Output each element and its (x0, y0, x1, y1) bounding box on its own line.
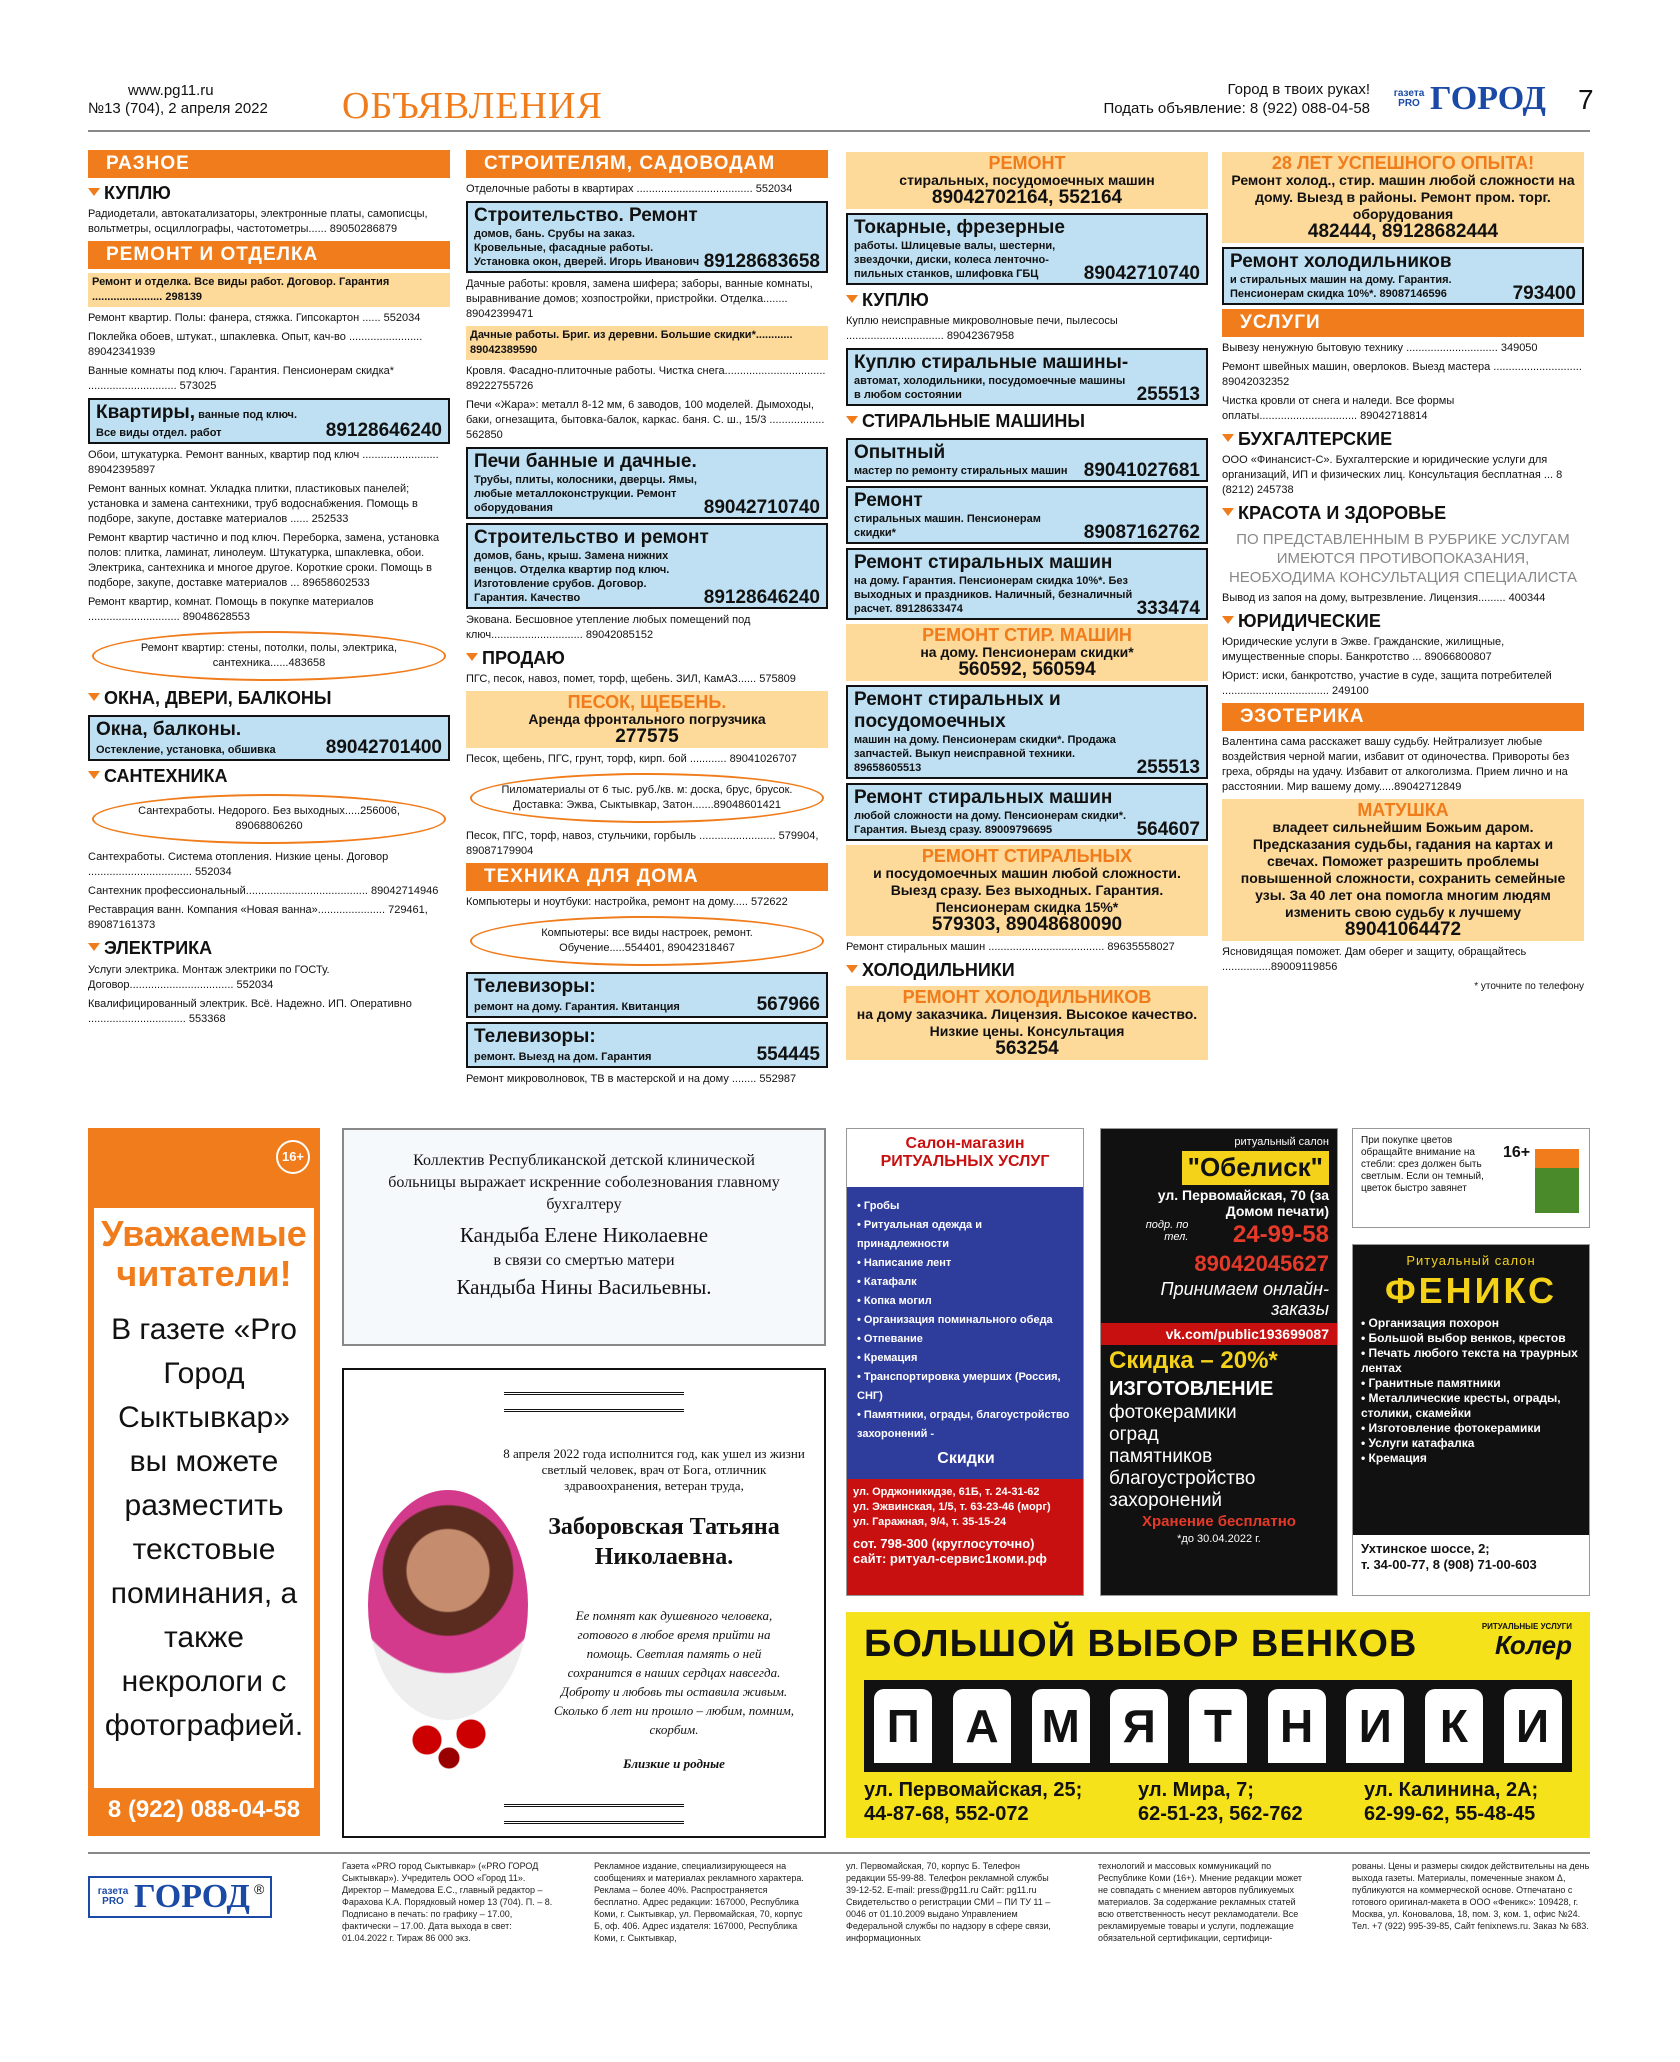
sub-kuplyu: КУПЛЮ (88, 182, 450, 205)
registered-icon: ® (253, 1881, 265, 1897)
fenix-item: • Изготовление фотокерамики (1361, 1420, 1541, 1435)
frame-sub: домов, бань, крыш. Замена нижних венцов. Отделка квартир под ключ. Изготовление срубов. Договор. Гарантия. Качество (474, 550, 670, 604)
pamyatniki-letter: К (1425, 1689, 1483, 1763)
fenix-item: • Большой выбор венков, крестов (1361, 1330, 1566, 1345)
orange-sub: Ремонт холод., стир. машин любой сложности на дому. Выезд в районы. Ремонт пром. торг. оборудования (1231, 172, 1575, 222)
frame-title: Куплю стиральные машины- (854, 352, 1129, 374)
frame-phone: 89128646240 (703, 587, 820, 608)
frame-sub: Остекление, установка, обшивка (96, 743, 276, 756)
ad: Ясновидящая поможет. Дам оберег и защиту, обращайтесь ................89009119856 (1222, 946, 1527, 974)
salon-item: • Кремация (857, 1352, 918, 1364)
orange-phone: 89042702164, 552164 (931, 187, 1123, 208)
rubric-raznoe: РАЗНОЕ (88, 150, 450, 178)
salon-item: • Отпевание (857, 1333, 923, 1345)
orange-phone: 563254 (995, 1038, 1059, 1060)
orange-title: ПЕСОК, ЩЕБЕНЬ. (567, 692, 727, 713)
frame-sub: домов, бань. Срубы на заказ. Кровельные, фасадные работы. Установка окон, дверей. Игорь Иванович (474, 228, 700, 268)
orange-phone: 560592, 560594 (958, 658, 1096, 680)
oval-ad: Ремонт квартир: стены, потолки, полы, электрика, сантехника......483658 (92, 631, 446, 681)
ad-frame (88, 398, 450, 444)
salon-services (847, 1187, 1083, 1444)
rubric-tehnika: ТЕХНИКА ДЛЯ ДОМА (466, 863, 828, 891)
frame-title: Ремонт стиральных машин (854, 786, 1113, 808)
orange-title: РЕМОНТ СТИР. МАШИН (922, 624, 1132, 645)
ad: Юрист: иски, банкротство, участие в суде, защита потребителей ................................... 249100 (1222, 670, 1552, 698)
oval-ad: Сантехработы. Недорого. Без выходных.....256006, 89068806260 (92, 794, 446, 844)
ad: Вывод из запоя на дому, вытрезвление. Лицензия......... 400344 (1222, 591, 1546, 604)
frame-sub: мастер по ремонту стиральных машин (854, 464, 1068, 477)
orange-phone: 89041064472 (1344, 919, 1462, 941)
ad: Ванные комнаты под ключ. Гарантия. Пенсионерам скидка* ............................. 573025 (88, 365, 395, 393)
salon-item: • Написание лент (857, 1257, 952, 1269)
ad-highlight: Дачные работы. Бриг. из деревни. Большие скидки*............ 89042389590 (466, 326, 828, 360)
sub-buhgalterskie: БУХГАЛТЕРСКИЕ (1222, 428, 1584, 451)
promo-block (88, 1128, 320, 1836)
header-right (1080, 80, 1370, 118)
obelisk-until: *до 30.04.2022 г. (1177, 1532, 1261, 1545)
frame-title: Телевизоры: (474, 1026, 596, 1048)
fenix-pre: Ритуальный салон (1406, 1253, 1536, 1268)
orange-ad (466, 691, 828, 748)
frame-phone: 554445 (756, 1044, 820, 1066)
ad-frame (846, 685, 1208, 779)
salon-item: • Транспортировка умерших (Россия, СНГ) (857, 1371, 1061, 1402)
footnote: * уточните по телефону (1474, 981, 1584, 993)
salon-discount: Скидки (937, 1450, 995, 1467)
page-number: 7 (1578, 84, 1594, 115)
obelisk-discount: Скидка – 20%* (1109, 1347, 1278, 1375)
ad: Обои, штукатурка. Ремонт ванных, квартир под ключ ......................... 89042395897 (88, 449, 439, 477)
ad: Юридические услуги в Эжве. Гражданские, жилищные, имущественные споры. Банкротство ... 89066800807 (1222, 636, 1505, 664)
orange-sub: Аренда фронтального погрузчика (528, 711, 766, 728)
promo-phone: 8 (922) 088-04-58 (107, 1796, 301, 1823)
orange-sub: на дому заказчика. Лицензия. Высокое качество. Низкие цены. Консультация (856, 1006, 1198, 1040)
fenix-name: ФЕНИКС (1384, 1269, 1558, 1311)
footer-col-4: технологий и массовых коммуникаций по Республике Коми (16+). Мнение редакции может не совпадать с мнением авторов публикуемых материалов. За содержание рекламных статей всю ответственность несут рекламодатели. Все рекламируемые товары и услуги, подлежащие обязательной сертификации, сертифици- (1098, 1861, 1303, 1943)
salon-item: • Катафалк (857, 1276, 917, 1288)
orange-phone: 277575 (615, 726, 679, 748)
rubric-uslugi: УСЛУГИ (1222, 309, 1584, 337)
obituary-poem: Ее помнят как душевного человека, готового в любое время прийти на помощь. Светлая память о ней сохранится в наших сердцах навсегда. Доброту и любовь ты оставила живым. Сколько б лет ни прошло – любим, помним, скорбим. (554, 1608, 795, 1737)
orange-ad (1222, 152, 1584, 243)
koler-phone-1: 44-87-68, 552-072 (864, 1803, 1029, 1825)
salon-site: сайт: ритуал-сервис1коми.рф (853, 1551, 1047, 1566)
ad: Куплю неисправные микроволновые печи, пылесосы ................................ 89042367958 (846, 315, 1118, 343)
salon-item: • Копка могил (857, 1295, 932, 1307)
ad-frame (846, 548, 1208, 620)
orange-title: РЕМОНТ (988, 153, 1066, 173)
footer-col-2: Рекламное издание, специализирующееся на сообщениях и материалах рекламного характера. Реклама – более 40%. Распространяется бесплатно. Адрес редакции: 167000, Республика Коми, г. Сыктывкар, ул. Первомайская, 70, корпус Б, оф. 406. Адрес издателя: 167000, Республика Коми, г. Сыктывкар, (594, 1861, 804, 1943)
ad-frame (846, 213, 1208, 285)
frame-title: Строительство. Ремонт (474, 205, 698, 226)
ad: Сантехник профессиональный........................................ 89042714946 (88, 885, 439, 898)
ad: Ремонт квартир, комнат. Помощь в покупке материалов .............................. 89048628553 (88, 596, 374, 624)
column-1 (88, 148, 450, 1031)
koler-address-1: ул. Первомайская, 25; (864, 1779, 1083, 1801)
ad: Ремонт квартир. Полы: фанера, стяжка. Гипсокартон ...... 552034 (88, 312, 421, 325)
fenix-item: • Печать любого текста на траурных лентах (1361, 1345, 1578, 1375)
fenix-phone: т. 34-00-77, 8 (908) 71-00-603 (1361, 1557, 1537, 1572)
pamyatniki-word (864, 1680, 1572, 1772)
site-url[interactable]: www.pg11.ru (128, 82, 214, 99)
flowers-age: 16+ (1503, 1144, 1531, 1161)
obelisk-item: благоустройство захоронений (1109, 1468, 1256, 1512)
obelisk-item: оград (1109, 1424, 1159, 1446)
frame-sub: на дому. Гарантия. Пенсионерам скидка 10%*. Без выходных и праздников. Наличный, безналичный расчет. 89128633474 (854, 574, 1133, 615)
frame-title: Опытный (854, 441, 946, 463)
fenix-item: • Услуги катафалка (1361, 1435, 1475, 1450)
frame-sub: ремонт. Выезд на дом. Гарантия (474, 1051, 652, 1064)
obelisk-online: Принимаем онлайн-заказы (1160, 1278, 1329, 1319)
koler-phone-3: 62-99-62, 55-48-45 (1364, 1803, 1536, 1825)
sub-santehnika: САНТЕХНИКА (88, 765, 450, 788)
condolence-name2: Кандыба Нины Васильевны. (456, 1275, 712, 1299)
ad: Экована. Бесшовное утепление любых помещений под ключ.............................. 89042085152 (466, 614, 751, 641)
column-2 (466, 148, 828, 1091)
obituary-name: Заборовская Татьяна Николаевна. (548, 1514, 780, 1570)
fenix-item: • Гранитные памятники (1361, 1375, 1501, 1390)
fenix-item: • Металлические кресты, ограды, столики, скамейки (1361, 1390, 1561, 1420)
ad-frame (466, 447, 828, 519)
ad: Услуги электрика. Монтаж электрики по ГОСТу. Договор.................................. 552034 (88, 963, 330, 991)
koler-phone-2: 62-51-23, 562-762 (1138, 1803, 1303, 1825)
orange-sub: владеет сильнейшим Божьим даром. Предсказания судьбы, гадания на картах и свечах. Поможет разрешить проблемы повышенной сложности, сохранить семейные узы. За 40 лет она помогла многим людям изменить свою судьбу к лучшему (1240, 819, 1566, 921)
ad: Песок, щебень, ПГС, грунт, торф, кирп. бой ............ 89041026707 (466, 753, 797, 766)
fenix-services (1361, 1316, 1581, 1466)
header-divider (88, 130, 1590, 132)
tulip-icon (1535, 1149, 1579, 1213)
frame-phone: 564607 (1136, 818, 1200, 840)
section-title: ОБЪЯВЛЕНИЯ (342, 85, 603, 127)
ad-frame (466, 972, 828, 1018)
ad: Ремонт швейных машин, оверлоков. Выезд мастера ............................. 89042032352 (1222, 361, 1582, 388)
footer-col-1: Газета «PRO город Сыктывкар» («PRO ГОРОД Сыктывкар»). Учредитель ООО «Город 11». Директор – Мамедова Е.С., главный редактор – Фарахова К.А. Порядковый номер 13 (704). П. – 8. Подписано в печать: по графику – 17.00, фактически – 17.00. Дата выхода в свет: 01.04.2022 г. Тираж 86 000 экз. (342, 1861, 553, 1943)
rubric-remont: РЕМОНТ И ОТДЕЛКА (88, 241, 450, 269)
frame-sub: машин на дому. Пенсионерам скидки*. Продажа запчастей. Выкуп неисправной техники. 89658605513 (854, 733, 1116, 774)
ad-highlight: Ремонт и отделка. Все виды работ. Договор. Гарантия ....................... 298139 (88, 273, 450, 307)
salon-item: • Ритуальная одежда и принадлежности (857, 1219, 982, 1250)
promo-body: В газете «Pro Город Сыктывкар» вы можете разместить текстовые поминания, а также некрологи с фотографией. (104, 1313, 304, 1742)
rubric-ezoterika: ЭЗОТЕРИКА (1222, 703, 1584, 731)
orange-title: МАТУШКА (1357, 800, 1449, 821)
orange-phone: 579303, 89048680090 (931, 913, 1123, 935)
obelisk-name: "Обелиск" (1182, 1151, 1329, 1185)
logo-big: ГОРОД (1430, 80, 1546, 117)
ad: Реставрация ванн. Компания «Новая ванна»...................... 729461, 89087161373 (88, 904, 428, 932)
oval-ad: Пиломатериалы от 6 тыс. руб./кв. м: доска, брус, брусок. Доставка: Эжва, Сыктывкар, Затон.......89048601421 (470, 773, 824, 823)
rubric-stroitelyam: СТРОИТЕЛЯМ, САДОВОДАМ (466, 150, 828, 178)
obelisk-vk[interactable]: vk.com/public193699087 (1101, 1323, 1337, 1345)
orange-ad (1222, 799, 1584, 941)
footer-logo-big: ГОРОД (134, 1878, 250, 1915)
salon-item: • Памятники, ограды, благоустройство захоронений - (857, 1409, 1070, 1440)
frame-sub: стиральных машин. Пенсионерам скидки* (854, 512, 1041, 539)
koler-address-2: ул. Мира, 7; (1138, 1779, 1254, 1801)
frame-phone: 793400 (1512, 283, 1576, 304)
header-left (88, 82, 268, 118)
flowers-notice (1352, 1128, 1590, 1228)
frame-sub: ремонт на дому. Гарантия. Квитанция (474, 1001, 680, 1014)
column-4 (1222, 148, 1584, 998)
ad-frame (466, 1022, 828, 1068)
frame-sub: любой сложности на дому. Пенсионерам скидки*. Гарантия. Выезд сразу. 89009796695 (854, 809, 1127, 836)
issue-date: №13 (704), 2 апреля 2022 (88, 100, 268, 117)
ad: Дачные работы: кровля, замена шифера; заборы, ванные комнаты, выравнивание домов; хозпостройки, пристройки. Отделка........ 89042399471 (466, 278, 813, 320)
ornament-bottom (504, 1804, 684, 1824)
pamyatniki-letter: Н (1268, 1689, 1326, 1763)
frame-title: Ремонт стиральных машин (854, 551, 1113, 573)
ad: ПГС, песок, навоз, помет, торф, щебень. ЗИЛ, КамАЗ...... 575809 (466, 673, 796, 686)
frame-phone: 89041027681 (1083, 459, 1200, 481)
frame-title: Квартиры, (96, 402, 196, 424)
sub-holodilniki: ХОЛОДИЛЬНИКИ (846, 959, 1208, 982)
disclaimer: ПО ПРЕДСТАВЛЕННЫМ В РУБРИКЕ УСЛУГАМ ИМЕЮТСЯ ПРОТИВОПОКАЗАНИЯ, НЕОБХОДИМА КОНСУЛЬТАЦИЯ СПЕЦИАЛИСТА (1228, 530, 1578, 586)
orange-title: РЕМОНТ ХОЛОДИЛЬНИКОВ (902, 987, 1152, 1008)
frame-title: Токарные, фрезерные (854, 217, 1065, 238)
condolence-block (342, 1128, 826, 1346)
frame-title: Окна, балконы. (96, 718, 242, 740)
orange-phone: 482444, 89128682444 (1307, 221, 1499, 242)
ad: Отделочные работы в квартирах ...................................... 552034 (466, 183, 793, 195)
sub-elektrika: ЭЛЕКТРИКА (88, 937, 450, 960)
fenix-block (1352, 1244, 1590, 1596)
obelisk-block (1100, 1128, 1338, 1596)
obelisk-phone-label: подр. по тел. (1145, 1219, 1189, 1244)
slogan: Город в твоих руках! (1227, 81, 1370, 98)
obelisk-pre: ритуальный салон (1234, 1136, 1329, 1148)
orange-title: РЕМОНТ СТИРАЛЬНЫХ (921, 845, 1133, 866)
flowers-image (394, 1710, 504, 1770)
footer-divider (88, 1852, 1590, 1854)
koler-banner (846, 1612, 1590, 1838)
ad-frame (1222, 247, 1584, 305)
frame-phone: 89128683658 (703, 251, 820, 272)
pamyatniki-letter: Т (1189, 1689, 1247, 1763)
ad-frame (846, 783, 1208, 841)
salon-item: • Организация поминального обеда (857, 1314, 1053, 1326)
frame-body: Все виды отдел. работ (96, 427, 222, 440)
ad-frame (466, 201, 828, 273)
oval-ad: Компьютеры: все виды настроек, ремонт. Обучение.....554401, 89042318467 (470, 916, 824, 966)
newspaper-logo (1392, 82, 1546, 116)
frame-phone: 89128646240 (325, 420, 442, 442)
koler-title: БОЛЬШОЙ ВЫБОР ВЕНКОВ (864, 1623, 1418, 1665)
orange-ad (846, 986, 1208, 1060)
orange-ad (846, 845, 1208, 936)
frame-sub: ванные под ключ. (198, 409, 298, 422)
koler-brand-name: Колер (1494, 1630, 1572, 1661)
orange-title: 28 ЛЕТ УСПЕШНОГО ОПЫТА! (1271, 153, 1535, 173)
submit-ad-phone: Подать объявление: 8 (922) 088-04-58 (1103, 100, 1370, 117)
ad: Квалифицированный электрик. Всё. Надежно. ИП. Оперативно ................................ 553368 (88, 997, 412, 1025)
salon-title: Салон-магазин РИТУАЛЬНЫХ УСЛУГ (847, 1129, 1083, 1187)
ritual-salon-block (846, 1128, 1084, 1596)
sub-kuplyu: КУПЛЮ (846, 289, 1208, 312)
logo-small: газета PRO (1393, 88, 1425, 109)
frame-phone: 255513 (1136, 756, 1200, 778)
ad: Сантехработы. Система отопления. Низкие цены. Договор .................................. 552034 (88, 851, 389, 879)
koler-brand-small: РИТУАЛЬНЫЕ УСЛУГИ (1481, 1622, 1572, 1631)
koler-brand (1481, 1622, 1572, 1661)
obituary-intro: 8 апреля 2022 года исполнится год, как ушел из жизни светлый человек, врач от Бога, отличник здравоохранения, ветеран труда, (503, 1446, 805, 1493)
condolence-text: Коллектив Республиканской детской клинической больницы выражает искренние соболезнования главному бухгалтеру (388, 1152, 780, 1213)
frame-title: Телевизоры: (474, 976, 596, 998)
frame-sub: Трубы, плиты, колосники, дверцы. Ямы, любые металлоконструкции. Ремонт оборудования (474, 474, 697, 514)
obelisk-item: памятников (1109, 1446, 1213, 1468)
ad-frame (846, 348, 1208, 406)
ad-frame (466, 523, 828, 609)
frame-sub: работы. Шлицевые валы, шестерни, звездочки, диски, колеса ленточно-пильных станков, шлифовка ГБЦ (854, 240, 1056, 280)
column-3 (846, 148, 1208, 1064)
pamyatniki-letter: А (953, 1689, 1011, 1763)
frame-phone: 333474 (1136, 597, 1200, 619)
pamyatniki-letter: П (874, 1689, 932, 1763)
orange-sub: на дому. Пенсионерам скидки* (920, 643, 1134, 660)
salon-address-3: ул. Гаражная, 9/4, т. 35-15-24 (853, 1516, 1007, 1528)
pamyatniki-letter: И (1504, 1689, 1562, 1763)
ad: ООО «Финансист-С». Бухгалтерские и юридические услуги для организаций, ИП и физических лиц. Консультация бесплатная ... 8 (8212) 245738 (1222, 454, 1563, 497)
frame-phone: 89042701400 (325, 736, 442, 758)
orange-ad (846, 624, 1208, 681)
ornament-top (504, 1392, 684, 1412)
obituary-sign: Близкие и родные (623, 1756, 725, 1771)
koler-address-3: ул. Калинина, 2А; (1364, 1779, 1539, 1801)
fenix-item: • Кремация (1361, 1450, 1427, 1465)
fenix-address: Ухтинское шоссе, 2; (1361, 1541, 1490, 1556)
ad: Ремонт квартир частично и под ключ. Переборка, замена, установка полов: плитка, ламинат, линолеум. Штукатурка, шпаклевка, обои. Электрика, сантехника и многое другое. Короткие сроки. Помощь в подборе, закупе, доставке материалов ... 89658602533 (88, 532, 440, 590)
obelisk-phone-2: 89042045627 (1194, 1251, 1329, 1277)
frame-title: Ремонт стиральных и посудомоечных (854, 688, 1061, 732)
ad: Поклейка обоев, штукат., шпаклевка. Опыт, кач-во ........................ 89042341939 (88, 331, 423, 359)
ad: Валентина сама расскажет вашу судьбу. Нейтрализует любые воздействия черной магии, избавит от одиночества. Привороты без греха, обряды на удачу. Избавит от алкоголизма. Прием лично и на расстоянии. Мир вашему дому.....89042712849 (1222, 736, 1570, 794)
footer-col-5: рованы. Цены и размеры скидок действительны на день выхода газеты. Материалы, помеченные знаком Δ, публикуются на коммерческой основе. Отпечатано с готового оригинал-макета в ООО «Феникс»: 109428, г. Москва, ул. Коновалова, 18, пом. 3, ком. 1, офис №24. Тел. +7 (922) 995-39-85, Сайт fenixnews.ru. Заказ № 683. (1352, 1861, 1590, 1931)
orange-sub: стиральных, посудомоечных машин (899, 172, 1155, 188)
sub-yuridicheskie: ЮРИДИЧЕСКИЕ (1222, 610, 1584, 633)
frame-phone: 255513 (1136, 384, 1200, 406)
frame-phone: 567966 (756, 994, 820, 1016)
obituary-photo (368, 1490, 528, 1720)
obelisk-storage: Хранение бесплатно (1142, 1513, 1296, 1531)
ad: Кровля. Фасадно-плиточные работы. Чистка снега................................. 89222755726 (466, 365, 826, 392)
ad: Радиодетали, автокатализаторы, электронные платы, самописцы, вольтметры, осциллографы, частотометры...... 89050286879 (88, 208, 428, 236)
obelisk-make: ИЗГОТОВЛЕНИЕ (1109, 1378, 1274, 1401)
ad: Песок, ПГС, торф, навоз, стульчики, горбыль ......................... 579904, 89087179904 (466, 830, 819, 858)
ad-frame (846, 438, 1208, 482)
footer-logo-small: газета PRO (97, 1886, 129, 1907)
orange-sub: и посудомоечных машин любой сложности. Выезд сразу. Без выходных. Гарантия. Пенсионерам скидка 15%* (873, 864, 1181, 915)
condolence-reason: в связи со смертью матери (493, 1252, 675, 1269)
ad: Вывезу ненужную бытовую технику .............................. 349050 (1222, 342, 1538, 354)
pamyatniki-letter: И (1346, 1689, 1404, 1763)
promo-title: Уважаемые читатели! (101, 1213, 307, 1294)
salon-item: • Гробы (857, 1200, 900, 1212)
salon-address-2: ул. Эжвинская, 1/5, т. 63-23-46 (морг) (853, 1501, 1051, 1513)
ad: Ремонт стиральных машин ...................................... 89635558027 (846, 940, 1175, 953)
fenix-item: • Организация похорон (1361, 1315, 1499, 1330)
obelisk-item: фотокерамики (1109, 1402, 1237, 1424)
ad: Чистка кровли от снега и наледи. Все формы оплаты................................ 89042718814 (1222, 395, 1455, 422)
frame-phone: 89042710740 (1083, 263, 1200, 284)
ad-frame (846, 486, 1208, 544)
pamyatniki-letter: Я (1110, 1689, 1168, 1763)
ad: Печи «Жара»: металл 8-12 мм, 6 заводов, 100 моделей. Дымоходы, баки, огнезащита, бытовка-балок, каркас. баня. С. ш., 15/3 .................. 562850 (466, 399, 825, 441)
frame-sub: и стиральных машин на дому. Гарантия. Пенсионерам скидка 10%*. 89087146596 (1230, 274, 1452, 300)
salon-phone: сот. 798-300 (круглосуточно) (853, 1536, 1035, 1551)
frame-title: Строительство и ремонт (474, 527, 709, 548)
footer-col-3: ул. Первомайская, 70, корпус Б. Телефон редакции 55-99-88. Телефон рекламной службы 39-12-52. E-mail: press@pg11.ru Сайт: pg11.ru Свидетельство о регистрации СМИ – ПИ ТУ 11 – 0046 от 01.10.2009 выдано Управлением Федеральной службы по надзору в сфере связи, информационных (846, 1861, 1051, 1943)
ad-frame (88, 715, 450, 761)
ad: Компьютеры и ноутбуки: настройка, ремонт на дому..... 572622 (466, 896, 788, 909)
frame-sub: автомат, холодильники, посудомоечные машины в любом состоянии (854, 375, 1126, 402)
ad: Ремонт ванных комнат. Укладка плитки, пластиковых панелей; установка и замена сантехники, труб водоснабжения. Помощь в подборе, закупе, доставке материалов ...... 252533 (88, 483, 418, 526)
sub-stiralnye: СТИРАЛЬНЫЕ МАШИНЫ (846, 410, 1208, 433)
pamyatniki-letter: М (1032, 1689, 1090, 1763)
frame-title: Ремонт (854, 489, 923, 511)
orange-ad (846, 152, 1208, 209)
frame-title: Печи банные и дачные. (474, 451, 697, 472)
age-badge: 16+ (276, 1140, 310, 1174)
sub-prodayu: ПРОДАЮ (466, 647, 828, 670)
frame-title: Ремонт холодильников (1230, 251, 1452, 272)
flowers-text: При покупке цветов обращайте внимание на стебли: срез должен быть светлым. Если он темный, цветок быстро завянет (1361, 1135, 1484, 1194)
footer-logo (88, 1876, 272, 1918)
frame-phone: 89042710740 (703, 497, 820, 518)
obelisk-phone-1: 24-99-58 (1232, 1221, 1329, 1249)
sub-okna: ОКНА, ДВЕРИ, БАЛКОНЫ (88, 687, 450, 710)
ad: Ремонт микроволновок, ТВ в мастерской и на дому ........ 552987 (466, 1073, 797, 1086)
obelisk-address: ул. Первомайская, 70 (за Домом печати) (1157, 1187, 1329, 1220)
frame-phone: 89087162762 (1083, 521, 1200, 543)
obituary-block (342, 1368, 826, 1838)
salon-address-1: ул. Орджоникидзе, 61Б, т. 24-31-62 (853, 1486, 1040, 1498)
condolence-name: Кандыба Елене Николаевне (459, 1223, 709, 1247)
sub-krasota: КРАСОТА И ЗДОРОВЬЕ (1222, 502, 1584, 525)
